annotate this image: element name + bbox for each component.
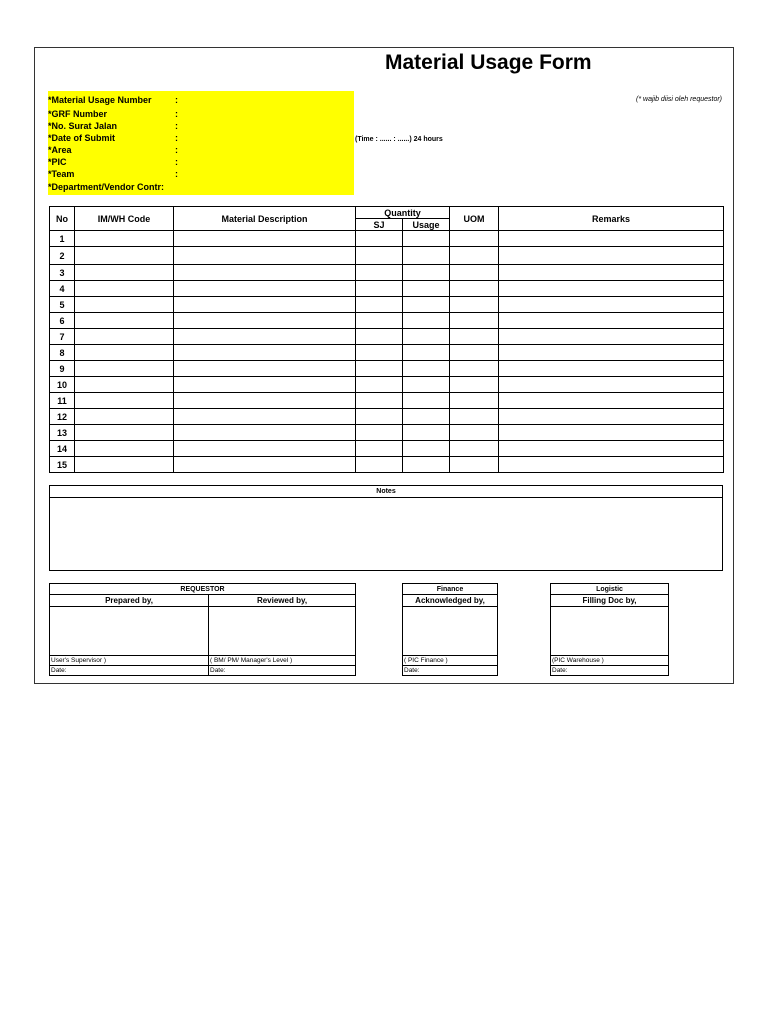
row-remarks[interactable] bbox=[499, 377, 724, 393]
table-row bbox=[50, 345, 724, 361]
row-remarks[interactable] bbox=[499, 457, 724, 473]
row-usage[interactable] bbox=[403, 297, 450, 313]
field-label: *Date of Submit bbox=[48, 133, 116, 143]
row-uom[interactable] bbox=[450, 265, 499, 281]
row-description[interactable] bbox=[174, 345, 356, 361]
field-colon: : bbox=[175, 95, 178, 105]
row-description[interactable] bbox=[174, 297, 356, 313]
row-usage[interactable] bbox=[403, 377, 450, 393]
row-code[interactable] bbox=[75, 377, 174, 393]
row-remarks[interactable] bbox=[499, 393, 724, 409]
row-uom[interactable] bbox=[450, 281, 499, 297]
row-remarks[interactable] bbox=[499, 361, 724, 377]
row-code[interactable] bbox=[75, 409, 174, 425]
row-uom[interactable] bbox=[450, 457, 499, 473]
row-code[interactable] bbox=[75, 457, 174, 473]
row-description[interactable] bbox=[174, 409, 356, 425]
row-code[interactable] bbox=[75, 231, 174, 247]
row-usage[interactable] bbox=[403, 441, 450, 457]
row-no: 5 bbox=[50, 297, 75, 313]
row-code[interactable] bbox=[75, 247, 174, 265]
row-sj[interactable] bbox=[356, 377, 403, 393]
row-description[interactable] bbox=[174, 313, 356, 329]
field-colon: : bbox=[175, 109, 178, 119]
field-label: *Team bbox=[48, 169, 75, 179]
row-remarks[interactable] bbox=[499, 231, 724, 247]
field-team[interactable] bbox=[48, 168, 354, 180]
table-row bbox=[50, 377, 724, 393]
table-row bbox=[50, 457, 724, 473]
row-uom[interactable] bbox=[450, 377, 499, 393]
row-remarks[interactable] bbox=[499, 247, 724, 265]
row-usage[interactable] bbox=[403, 361, 450, 377]
row-code[interactable] bbox=[75, 281, 174, 297]
table-row bbox=[50, 441, 724, 457]
row-usage[interactable] bbox=[403, 247, 450, 265]
field-colon: : bbox=[175, 145, 178, 155]
prepared-signature-area[interactable] bbox=[50, 607, 209, 656]
row-code[interactable] bbox=[75, 393, 174, 409]
row-description[interactable] bbox=[174, 281, 356, 297]
logistic-date[interactable]: Date: bbox=[551, 666, 669, 676]
prepared-role: User's Supervisor ) bbox=[50, 656, 209, 666]
header-usage: Usage bbox=[403, 219, 450, 231]
header-quantity: Quantity bbox=[356, 207, 450, 219]
row-sj[interactable] bbox=[356, 231, 403, 247]
field-label: *Material Usage Number bbox=[48, 95, 152, 105]
table-row bbox=[50, 247, 724, 265]
row-remarks[interactable] bbox=[499, 329, 724, 345]
row-no: 6 bbox=[50, 313, 75, 329]
row-description[interactable] bbox=[174, 247, 356, 265]
field-department-vendor[interactable] bbox=[48, 181, 354, 193]
row-remarks[interactable] bbox=[499, 313, 724, 329]
row-description[interactable] bbox=[174, 231, 356, 247]
row-usage[interactable] bbox=[403, 265, 450, 281]
requestor-title: REQUESTOR bbox=[50, 584, 356, 595]
row-no: 1 bbox=[50, 231, 75, 247]
row-uom[interactable] bbox=[450, 425, 499, 441]
table-row bbox=[50, 361, 724, 377]
row-description[interactable] bbox=[174, 441, 356, 457]
row-remarks[interactable] bbox=[499, 281, 724, 297]
row-no: 14 bbox=[50, 441, 75, 457]
field-area[interactable] bbox=[48, 144, 354, 156]
logistic-signature-block bbox=[550, 583, 669, 676]
row-usage[interactable] bbox=[403, 281, 450, 297]
row-code[interactable] bbox=[75, 313, 174, 329]
row-code[interactable] bbox=[75, 361, 174, 377]
material-table bbox=[49, 206, 724, 473]
row-uom[interactable] bbox=[450, 409, 499, 425]
row-description[interactable] bbox=[174, 425, 356, 441]
row-sj[interactable] bbox=[356, 457, 403, 473]
table-row bbox=[50, 329, 724, 345]
row-usage[interactable] bbox=[403, 409, 450, 425]
field-label: *PIC bbox=[48, 157, 67, 167]
row-usage[interactable] bbox=[403, 231, 450, 247]
row-sj[interactable] bbox=[356, 361, 403, 377]
reviewed-by-label: Reviewed by, bbox=[209, 595, 356, 607]
requestor-note: (* wajib diisi oleh requestor) bbox=[636, 96, 722, 103]
field-date-of-submit[interactable] bbox=[48, 132, 354, 144]
row-code[interactable] bbox=[75, 265, 174, 281]
row-no: 12 bbox=[50, 409, 75, 425]
table-row bbox=[50, 425, 724, 441]
reviewed-role: ( BM/ PM/ Manager's Level ) bbox=[209, 656, 356, 666]
row-sj[interactable] bbox=[356, 247, 403, 265]
row-usage[interactable] bbox=[403, 425, 450, 441]
table-row bbox=[50, 265, 724, 281]
row-sj[interactable] bbox=[356, 425, 403, 441]
row-description[interactable] bbox=[174, 377, 356, 393]
finance-signature-block bbox=[402, 583, 498, 676]
notes-box[interactable] bbox=[49, 485, 723, 571]
field-grf-number[interactable] bbox=[48, 108, 354, 120]
prepared-date[interactable]: Date: bbox=[50, 666, 209, 676]
page-title: Material Usage Form bbox=[385, 51, 592, 74]
field-label: *GRF Number bbox=[48, 109, 108, 119]
field-no-surat-jalan[interactable] bbox=[48, 120, 354, 132]
row-description[interactable] bbox=[174, 457, 356, 473]
logistic-signature-area[interactable] bbox=[551, 607, 669, 656]
table-row bbox=[50, 297, 724, 313]
row-description[interactable] bbox=[174, 393, 356, 409]
logistic-role: (PIC Warehouse ) bbox=[551, 656, 669, 666]
row-sj[interactable] bbox=[356, 265, 403, 281]
row-remarks[interactable] bbox=[499, 265, 724, 281]
row-remarks[interactable] bbox=[499, 409, 724, 425]
field-pic[interactable] bbox=[48, 156, 354, 168]
row-no: 10 bbox=[50, 377, 75, 393]
row-remarks[interactable] bbox=[499, 345, 724, 361]
filling-doc-by-label: Filling Doc by, bbox=[551, 595, 669, 607]
field-label: *Area bbox=[48, 145, 72, 155]
row-usage[interactable] bbox=[403, 329, 450, 345]
row-no: 3 bbox=[50, 265, 75, 281]
reviewed-date[interactable]: Date: bbox=[209, 666, 356, 676]
finance-date[interactable]: Date: bbox=[403, 666, 498, 676]
notes-label: Notes bbox=[50, 486, 722, 498]
header-uom: UOM bbox=[450, 207, 499, 231]
row-sj[interactable] bbox=[356, 441, 403, 457]
row-remarks[interactable] bbox=[499, 425, 724, 441]
field-material-usage-number[interactable] bbox=[48, 94, 354, 106]
acknowledged-by-label: Acknowledged by, bbox=[403, 595, 498, 607]
finance-title: Finance bbox=[403, 584, 498, 595]
row-sj[interactable] bbox=[356, 329, 403, 345]
row-no: 9 bbox=[50, 361, 75, 377]
row-sj[interactable] bbox=[356, 409, 403, 425]
row-uom[interactable] bbox=[450, 231, 499, 247]
time-note: (Time : ...... : ......) 24 hours bbox=[355, 136, 443, 143]
row-usage[interactable] bbox=[403, 345, 450, 361]
row-usage[interactable] bbox=[403, 457, 450, 473]
row-no: 11 bbox=[50, 393, 75, 409]
header-sj: SJ bbox=[356, 219, 403, 231]
row-no: 13 bbox=[50, 425, 75, 441]
row-uom[interactable] bbox=[450, 313, 499, 329]
logistic-title: Logistic bbox=[551, 584, 669, 595]
row-uom[interactable] bbox=[450, 393, 499, 409]
row-code[interactable] bbox=[75, 441, 174, 457]
row-no: 15 bbox=[50, 457, 75, 473]
row-code[interactable] bbox=[75, 297, 174, 313]
header-remarks: Remarks bbox=[499, 207, 724, 231]
row-description[interactable] bbox=[174, 265, 356, 281]
finance-role: ( PIC Finance ) bbox=[403, 656, 498, 666]
header-no: No bbox=[50, 207, 75, 231]
field-colon: : bbox=[175, 133, 178, 143]
requestor-signature-block bbox=[49, 583, 356, 676]
row-description[interactable] bbox=[174, 329, 356, 345]
finance-signature-area[interactable] bbox=[403, 607, 498, 656]
header-description: Material Description bbox=[174, 207, 356, 231]
row-no: 7 bbox=[50, 329, 75, 345]
field-colon: : bbox=[175, 169, 178, 179]
row-sj[interactable] bbox=[356, 281, 403, 297]
row-uom[interactable] bbox=[450, 361, 499, 377]
row-description[interactable] bbox=[174, 361, 356, 377]
row-uom[interactable] bbox=[450, 441, 499, 457]
row-code[interactable] bbox=[75, 329, 174, 345]
row-code[interactable] bbox=[75, 345, 174, 361]
row-uom[interactable] bbox=[450, 345, 499, 361]
row-sj[interactable] bbox=[356, 393, 403, 409]
row-sj[interactable] bbox=[356, 297, 403, 313]
row-remarks[interactable] bbox=[499, 441, 724, 457]
row-no: 2 bbox=[50, 247, 75, 265]
row-usage[interactable] bbox=[403, 313, 450, 329]
row-uom[interactable] bbox=[450, 297, 499, 313]
field-label: *No. Surat Jalan bbox=[48, 121, 118, 131]
table-row bbox=[50, 313, 724, 329]
row-usage[interactable] bbox=[403, 393, 450, 409]
table-row bbox=[50, 231, 724, 247]
row-no: 4 bbox=[50, 281, 75, 297]
reviewed-signature-area[interactable] bbox=[209, 607, 356, 656]
prepared-by-label: Prepared by, bbox=[50, 595, 209, 607]
row-sj[interactable] bbox=[356, 345, 403, 361]
field-colon: : bbox=[175, 121, 178, 131]
row-no: 8 bbox=[50, 345, 75, 361]
header-code: IM/WH Code bbox=[75, 207, 174, 231]
row-code[interactable] bbox=[75, 425, 174, 441]
row-remarks[interactable] bbox=[499, 297, 724, 313]
row-sj[interactable] bbox=[356, 313, 403, 329]
table-row bbox=[50, 409, 724, 425]
table-row bbox=[50, 281, 724, 297]
field-label: *Department/Vendor Contr: bbox=[48, 182, 165, 192]
row-uom[interactable] bbox=[450, 247, 499, 265]
table-row bbox=[50, 393, 724, 409]
row-uom[interactable] bbox=[450, 329, 499, 345]
field-colon: : bbox=[175, 157, 178, 167]
